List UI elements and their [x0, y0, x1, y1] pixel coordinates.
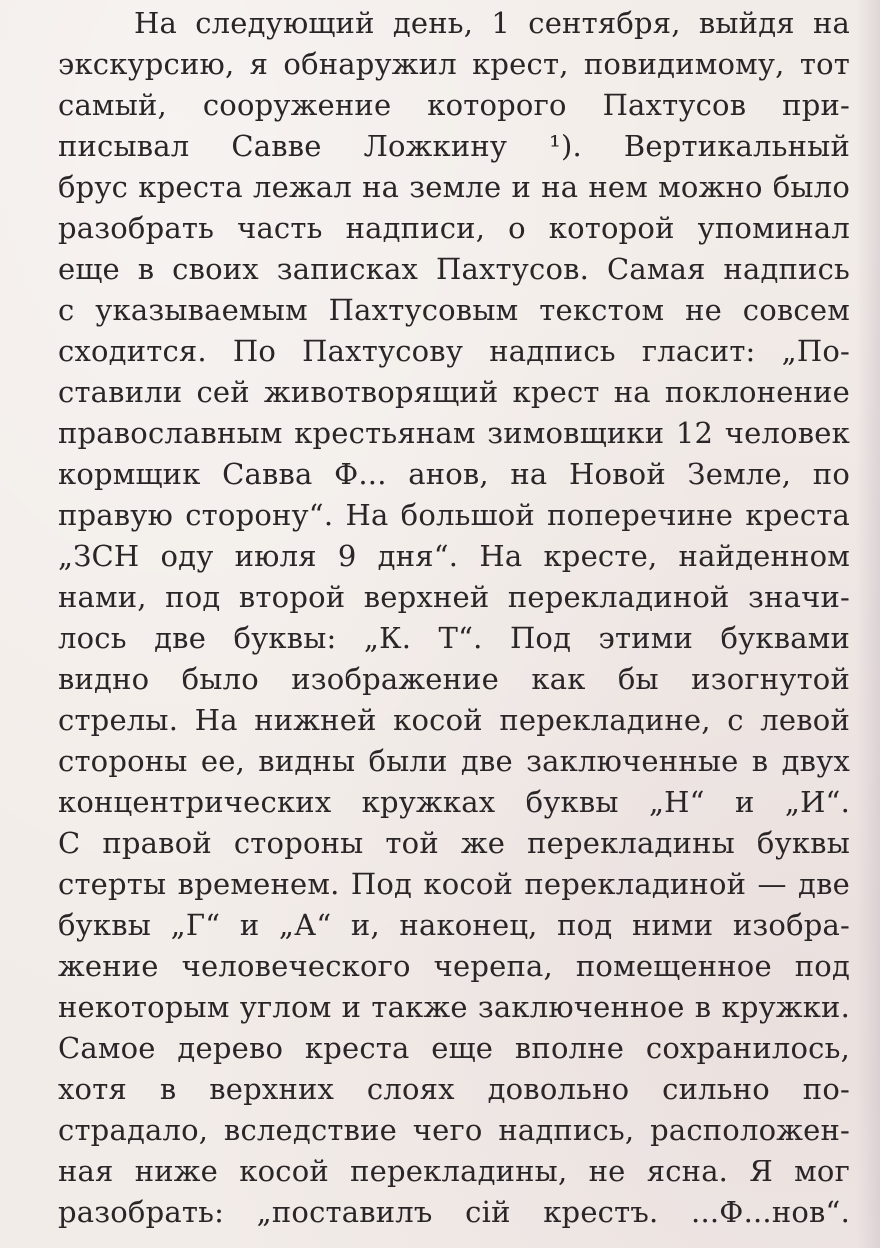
text-line: сходится. По Пахтусову надпись гласит: „По- — [58, 334, 850, 368]
text-line: „ЗСН оду июля 9 дня“. На кресте, найденном — [58, 539, 850, 573]
text-line: православным крестьянам зимовщики 12 человек — [58, 416, 850, 450]
text-line: страдало, вследствие чего надпись, расположен- — [58, 1113, 850, 1147]
text-line: стерты временем. Под косой перекладиной — две — [58, 867, 850, 901]
text-line: нами, под второй верхней перекладиной значи- — [58, 580, 850, 614]
text-line: концентрических кружках буквы „Н“ и „И“. — [58, 785, 850, 819]
text-line: еще в своих записках Пахтусов. Самая надпись — [58, 252, 850, 286]
text-line: На следующий день, 1 сентября, выйдя на — [134, 6, 850, 40]
text-line: жение человеческого черепа, помещенное под — [58, 949, 850, 983]
text-line: Самое дерево креста еще вполне сохранилось, — [58, 1031, 850, 1065]
text-line: хотя в верхних слоях довольно сильно по- — [58, 1072, 850, 1106]
text-line: видно было изображение как бы изогнутой — [58, 662, 850, 696]
text-line: разобрать: „поставилъ сій крестъ. ...Ф...нов“. — [58, 1195, 850, 1229]
text-line: с указываемым Пахтусовым текстом не совсем — [58, 293, 850, 327]
text-line: кормщик Савва Ф... анов, на Новой Земле, по — [58, 457, 850, 491]
text-line: стороны ее, видны были две заключенные в двух — [58, 744, 850, 778]
text-line: стрелы. На нижней косой перекладине, с левой — [58, 703, 850, 737]
text-line: С правой стороны той же перекладины буквы — [58, 826, 850, 860]
text-line: ставили сей животворящий крест на поклонение — [58, 375, 850, 409]
text-line: лось две буквы: „К. Т“. Под этими буквами — [58, 621, 850, 655]
text-line: брус креста лежал на земле и на нем можно было — [58, 170, 850, 204]
text-line: буквы „Г“ и „А“ и, наконец, под ними изобра- — [58, 908, 850, 942]
text-line: разобрать часть надписи, о которой упоминал — [58, 211, 850, 245]
text-line: писывал Савве Ложкину ¹). Вертикальный — [58, 129, 850, 163]
page-edge-shadow — [856, 0, 880, 1248]
text-line: экскурсию, я обнаружил крест, повидимому, тот — [58, 47, 850, 81]
text-line: самый, сооружение которого Пахтусов при- — [58, 88, 850, 122]
text-line: ная ниже косой перекладины, не ясна. Я мог — [58, 1154, 850, 1188]
text-line: правую сторону“. На большой поперечине креста — [58, 498, 850, 532]
text-line: некоторым углом и также заключенное в кружки. — [58, 990, 850, 1024]
